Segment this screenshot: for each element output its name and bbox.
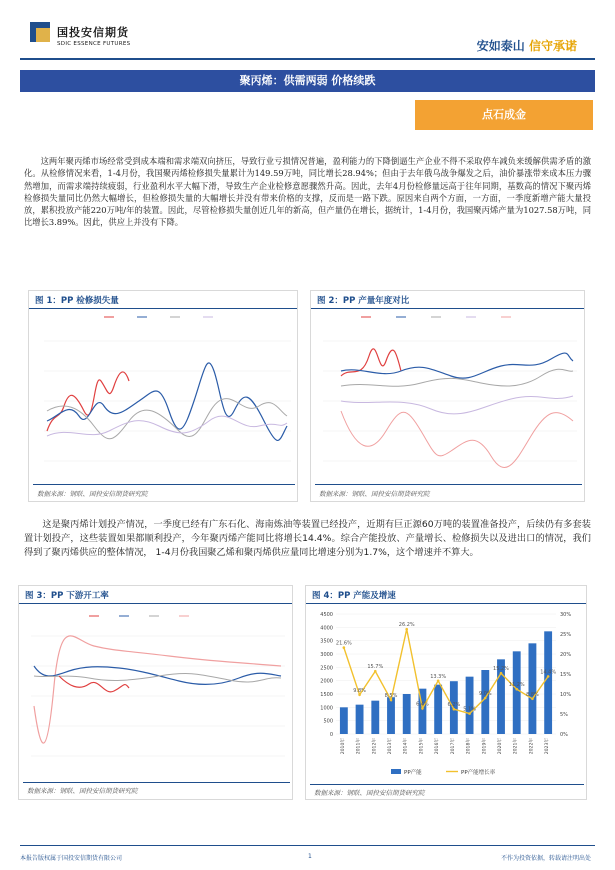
slogan-part1: 安如泰山 — [476, 39, 525, 53]
bar — [544, 631, 552, 734]
y-left-tick-label: 3500 — [320, 638, 333, 645]
data-label: 8.5% — [384, 693, 398, 699]
x-tick-label: 2018年 — [466, 738, 472, 755]
figure-2-source: 数据来源：钢联、国投安信期货研究院 — [319, 490, 430, 498]
x-tick-label: 2014年 — [403, 738, 409, 755]
growth-point — [421, 707, 424, 710]
figure-1-source-rule — [33, 484, 295, 485]
figure-4-chart — [306, 606, 586, 784]
bar — [529, 643, 537, 734]
growth-point — [453, 708, 456, 711]
figure-3-source: 数据来源：钢联、国投安信期货研究院 — [27, 787, 138, 795]
growth-point — [468, 712, 471, 715]
data-label: 6.2% — [447, 702, 461, 709]
growth-point — [374, 670, 377, 673]
figure-1-panel — [28, 290, 298, 502]
bar — [481, 670, 489, 734]
data-label: 26.2% — [398, 622, 415, 629]
figure-2-title: 图 2：PP 产量年度对比 — [317, 296, 410, 306]
figure-2-source-rule — [315, 484, 582, 485]
figure-4-source: 数据来源：钢联、国投安信期货研究院 — [314, 789, 425, 797]
header-divider — [20, 58, 595, 60]
x-tick-label: 2019年 — [482, 738, 488, 755]
bar — [371, 701, 379, 734]
figure-3-source-rule — [23, 782, 290, 783]
growth-point — [437, 680, 440, 683]
figure-3-title: 图 3：PP 下游开工率 — [25, 591, 109, 601]
data-label: 8.8% — [526, 691, 539, 698]
series-pink — [34, 636, 281, 743]
series-gray — [34, 673, 281, 681]
gridlines — [323, 341, 577, 461]
figure-1-header — [29, 291, 297, 309]
footer-disclaimer: 不作为投资依据，转载请注明出处 — [500, 855, 591, 862]
data-label: 13.3% — [430, 673, 447, 680]
data-label: 9.8% — [353, 687, 366, 694]
x-tick-label: 2011年 — [356, 738, 362, 755]
data-label: 9.0% — [478, 691, 492, 697]
figure-4-source-rule — [310, 784, 584, 785]
x-tick-label: 2010年 — [340, 738, 346, 755]
bar — [403, 694, 411, 734]
growth-point — [343, 646, 346, 649]
bar — [434, 685, 442, 734]
y-left-tick-label: 500 — [323, 718, 333, 725]
x-tick-label: 2015年 — [419, 738, 425, 755]
growth-point — [484, 697, 487, 700]
series-lilac — [341, 396, 573, 414]
growth-point — [531, 698, 534, 701]
data-label: 21.6% — [335, 640, 352, 647]
figure-4-title: 图 4：PP 产能及增速 — [312, 591, 396, 601]
y-right-tick-label: 20% — [560, 652, 572, 658]
x-tick-label: 2023年 — [545, 738, 551, 755]
x-tick-label: 2013年 — [388, 738, 393, 755]
y-left-tick-label: 4000 — [320, 625, 333, 632]
legend-label-bar: PP产能 — [404, 770, 422, 776]
logo-en-text: SDIC ESSENCE FUTURES — [57, 41, 131, 47]
data-label: 14.4% — [540, 669, 557, 676]
x-tick-label: 2020年 — [498, 738, 503, 755]
section-title: 聚丙烯：供需两弱 价格续跌 — [20, 70, 595, 92]
x-tick-label: 2017年 — [450, 738, 456, 755]
y-left-tick-label: 4500 — [320, 612, 333, 618]
y-left-tick-label: 0 — [329, 732, 333, 738]
bar — [356, 705, 364, 734]
legend-label-line: PP产能增长率 — [461, 770, 496, 776]
gridlines — [44, 341, 291, 461]
footer-divider — [20, 845, 595, 846]
logo-cn-text: 国投安信期货 — [57, 26, 129, 39]
series-pink — [341, 411, 573, 467]
growth-point — [405, 628, 408, 631]
bar — [340, 707, 348, 734]
slogan-part2: 信守承诺 — [528, 39, 577, 53]
growth-point — [500, 672, 503, 675]
figure-4-header — [306, 586, 586, 604]
figure-2-panel — [310, 290, 585, 502]
page-number: 1 — [308, 853, 312, 860]
bar — [466, 677, 474, 734]
figure-2-chart — [311, 311, 584, 471]
bar — [387, 697, 395, 734]
series-red — [59, 676, 129, 692]
company-logo-icon — [30, 22, 50, 42]
legend-swatch-bar — [391, 769, 401, 774]
x-tick-label: 2012年 — [372, 738, 378, 755]
figure-1-chart — [29, 311, 297, 471]
growth-point — [390, 699, 393, 702]
data-label: 11.2% — [508, 682, 525, 689]
data-label: 15.7% — [367, 664, 384, 671]
y-right-tick-label: 0% — [560, 732, 568, 738]
figure-1-source: 数据来源：钢联、国投安信期货研究院 — [37, 490, 148, 498]
figure-3-header — [19, 586, 292, 604]
figure-1-title: 图 1：PP 检修损失量 — [35, 296, 119, 306]
x-tick-label: 2021年 — [513, 738, 519, 755]
series-blue — [341, 353, 573, 378]
y-right-tick-label: 10% — [560, 692, 572, 698]
figure-4-panel — [305, 585, 587, 800]
y-right-tick-label: 15% — [560, 672, 572, 678]
growth-point — [547, 675, 550, 678]
header-slogan — [477, 37, 577, 54]
section-tag: 点石成金 — [415, 100, 593, 130]
figure-3-panel — [18, 585, 293, 800]
y-left-tick-label: 2500 — [320, 665, 333, 672]
data-label: 15.2% — [493, 666, 509, 673]
series-blue — [47, 363, 287, 440]
data-label: 5.1% — [463, 706, 476, 713]
y-left-tick-label: 2000 — [320, 678, 333, 685]
y-left-tick-label: 1000 — [320, 705, 333, 712]
series-red — [47, 372, 129, 431]
footer-copyright: 本报告版权属于国投安信期货有限公司 — [20, 855, 123, 862]
growth-point — [358, 694, 361, 697]
y-right-tick-label: 30% — [560, 612, 572, 618]
y-left-tick-label: 1500 — [320, 692, 333, 698]
gridlines — [31, 636, 285, 756]
growth-point — [515, 688, 518, 691]
y-right-tick-label: 5% — [560, 712, 568, 718]
body-paragraph-1: 这两年聚丙烯市场经常受到成本端和需求端双向挤压，导致行业亏损情况普遍，盈利能力的下降倒逼生产企业不得不采取停车减负来缓解供需矛盾的激化。从检修情况来看，1-4月份，我国聚丙烯检修损失量累计为149.59万吨，同比增长28.94%；但由于去年俄乌战争爆发之后，油价暴涨带来成本压力骤然增加，而需求端持续疲弱，行业盈利水平大幅下滑，导致生产企业检修意愿骤然升高。因此，去年4月份检修量远高于往年同期，基数高的情况下聚丙烯检修损失量同比仍然大幅增长，但检修损失量的大幅增长并没有带来价格的支撑，反而是一路下跌。原因来自两个方面，一方面，一季度新增产能大量投放，累积投放产能220万吨/年的装置。因此，尽管检修损失量创近几年的新高，但产量仍在增长，据统计，1-4月份，我国聚丙烯产量为1027.58万吨，同比增长3.89%。因此，供应上并没有下降。 — [24, 156, 591, 228]
y-left-tick-label: 3000 — [320, 652, 333, 658]
figure-3-chart — [19, 606, 292, 771]
x-tick-label: 2016年 — [435, 738, 441, 755]
bar — [513, 651, 521, 734]
figure-2-header — [311, 291, 584, 309]
x-tick-label: 2022年 — [529, 738, 535, 755]
data-label: 6.4% — [416, 701, 429, 708]
y-right-tick-label: 25% — [560, 632, 572, 638]
body-paragraph-2: 这是聚丙烯计划投产情况，一季度已经有广东石化、海南炼油等装置已经投产，近期有巨正源60万吨的装置准备投产，后续仍有多套装置计划投产，这些装置如果都顺利投产，今年聚丙烯产能同比将增长14.4%。综合产能投放、产量增长、检修损失以及进出口的情况，我们得到了聚丙烯供应的整体情况， 1-4月份我国聚乙烯和聚丙烯供应量同比增速分别为1.7%，这个增速并不算大。 — [24, 519, 591, 558]
